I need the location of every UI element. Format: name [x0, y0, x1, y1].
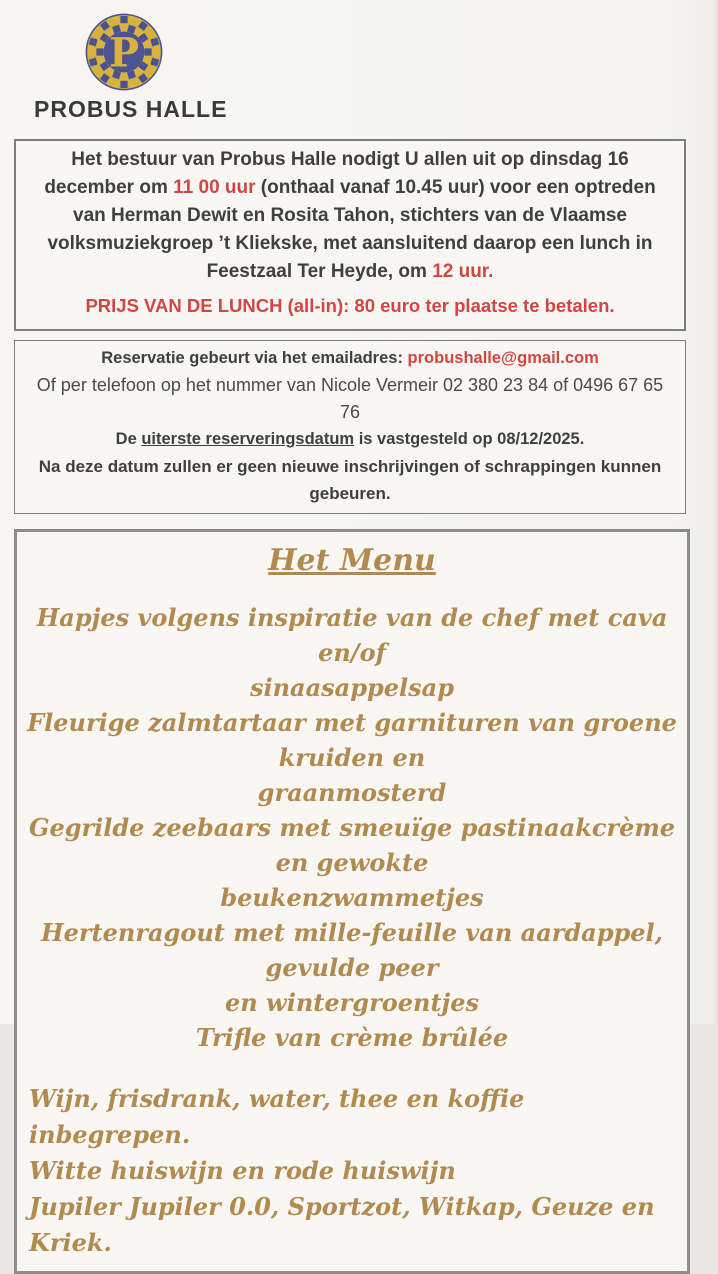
org-name: PROBUS HALLE: [34, 96, 228, 122]
menu-course-line: Hapjes volgens inspiratie van de chef met cava en/of: [36, 603, 668, 667]
menu-course-line: Trifle van crème brûlée: [195, 1023, 509, 1052]
note-line: Na deze datum zullen er geen nieuwe inschrijvingen of schrappingen kunnen gebeuren.: [38, 457, 662, 503]
probus-logo-icon: [84, 12, 164, 92]
menu-course-line: Hertenragout met mille-feuille van aardappel, gevulde peer: [40, 918, 664, 982]
menu-course-line: Fleurige zalmtartaar met garnituren van groene kruiden en: [27, 708, 677, 772]
drinks-block: [23, 1081, 681, 1261]
highlight-lunch-time: 12 uur.: [432, 261, 494, 282]
invitation-line: [34, 202, 666, 230]
invitation-text: van Herman Dewit en Rosita Tahon, stichters van de Vlaamse: [73, 205, 627, 226]
invitation-text: (onthaal vanaf 10.45 uur) voor een optreden: [255, 177, 656, 198]
email-address: probushalle@gmail.com: [407, 349, 599, 367]
phone-line: Of per telefoon op het nummer van Nicole Vermeir 02 380 23 84 of 0496 67 65 76: [36, 375, 664, 422]
deadline-underlined: uiterste reserveringsdatum: [141, 430, 355, 448]
menu-course-line: beukenzwammetjes: [220, 883, 484, 912]
menu-course-line: graanmosterd: [257, 778, 447, 807]
invitation-line: [34, 230, 666, 258]
deadline-suffix: is vastgesteld op 08/12/2025.: [354, 430, 585, 448]
invitation-text: volksmuziekgroep ’t Kliekske, met aansluitend daarop een lunch in: [47, 233, 653, 254]
invitation-line: [34, 174, 666, 202]
invitation-box: [14, 139, 686, 331]
invitation-text: Feestzaal Ter Heyde, om: [206, 261, 433, 282]
menu-course-line: Gegrilde zeebaars met smeuïge pastinaakcrème en gewokte: [28, 813, 676, 877]
drinks-line: Wijn, frisdrank, water, thee en koffie inbegrepen.: [29, 1084, 525, 1149]
deadline-prefix: De: [115, 430, 142, 448]
deadline-line: [25, 426, 675, 453]
invitation-line: [34, 258, 666, 286]
drinks-line: Jupiler Jupiler 0.0, Sportzot, Witkap, Geuze en Kriek.: [29, 1192, 655, 1257]
logo-letter: P: [108, 29, 140, 77]
header: [34, 0, 228, 123]
drinks-line: Witte huiswijn en rode huiswijn: [29, 1156, 456, 1185]
menu-course-line: sinaasappelsap: [249, 673, 455, 702]
highlight-start-time: 11 00 uur: [173, 177, 256, 198]
invitation-line: [34, 146, 666, 174]
reservation-box: [14, 340, 686, 514]
menu-title: Het Menu: [268, 543, 436, 578]
email-label: Reservatie gebeurt via het emailadres:: [101, 349, 408, 367]
menu-box: [14, 529, 690, 1274]
invitation-text: december om: [44, 177, 174, 198]
price-line: PRIJS VAN DE LUNCH (all-in): 80 euro ter plaatse te betalen.: [85, 295, 615, 316]
menu-course-line: en wintergroentjes: [224, 988, 479, 1017]
email-line: [25, 345, 675, 372]
invitation-text: Het bestuur van Probus Halle nodigt U allen uit op dinsdag 16: [71, 149, 629, 170]
